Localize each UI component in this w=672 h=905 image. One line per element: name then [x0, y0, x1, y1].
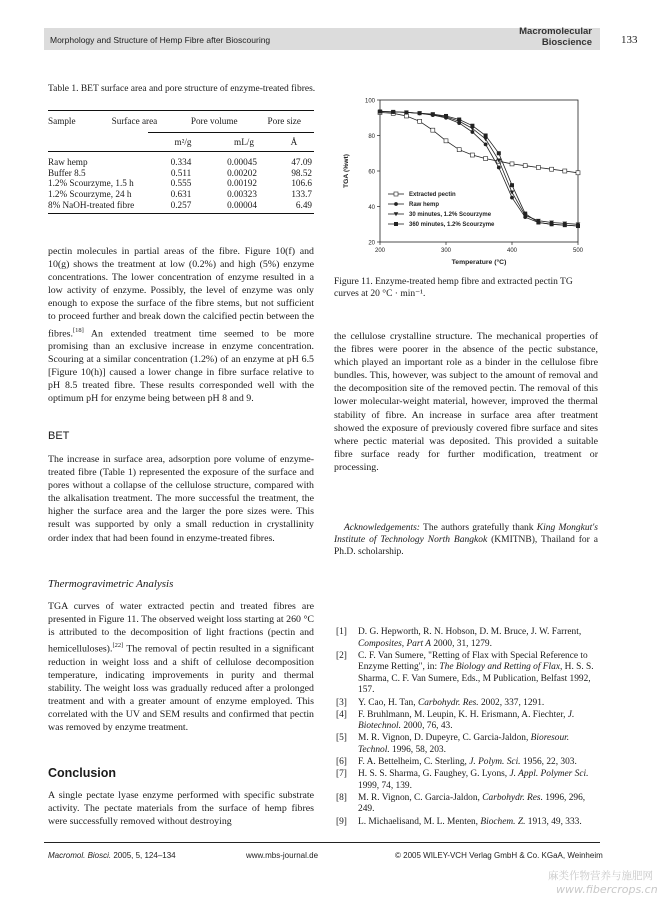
- data-point: [563, 223, 567, 227]
- reference-journal: J. Biotechnol.: [358, 709, 575, 732]
- reference-body: F. A. Bettelheim, C. Sterling, J. Polym. Sci. 1956, 22, 303.: [358, 757, 577, 768]
- reference-body: M. R. Vignon, D. Dupeyre, C. Garcia-Jaldon, Bioresour. Technol. 1996, 58, 203.: [358, 733, 570, 755]
- data-point: [536, 165, 540, 169]
- brand-line-1: Macromolecular: [519, 26, 592, 37]
- reference-body: M. R. Vignon, C. Garcia-Jaldon, Carbohydr. Res. 1996, 296, 249.: [358, 792, 586, 815]
- unit-cell: m²/g: [174, 136, 192, 147]
- table-body-rule: [48, 151, 314, 152]
- body-paragraph: [48, 245, 314, 405]
- table-cell: 1.2% Scourzyme, 1.5 h: [48, 178, 134, 189]
- table-bottom-rule: [48, 213, 314, 214]
- data-point: [404, 110, 408, 114]
- table-cell: 47.09: [291, 157, 312, 168]
- acknowledgements: [334, 522, 598, 558]
- paragraph-text: pectin molecules in partial areas of the fibre. Figure 10(f) and 10(g) shows the treatment at low (0.2%) and high (5%) enzyme concentrations. The lower concentration of enzyme resulted in a low activity of enzyme. Possibly, the level of enzyme was only enough to expose the surface of the fibre stems, but not sufficient to proceed further and break down the calcified pectin between the fibres.: [48, 246, 314, 339]
- data-point: [550, 167, 554, 171]
- reference-item: [336, 651, 598, 697]
- data-point: [484, 134, 488, 138]
- table-row: [48, 189, 314, 200]
- reference-item: [336, 817, 598, 829]
- table-cell: 8% NaOH-treated fibre: [48, 199, 135, 210]
- journal-brand: [519, 26, 592, 48]
- ack-institution: King Mongkut's Institute of Technology North Bangkok: [334, 523, 598, 545]
- legend-label: 30 minutes, 1.2% Scourzyme: [409, 212, 492, 219]
- section-heading-bet: BET: [48, 430, 70, 442]
- legend-marker: [394, 192, 398, 196]
- tga-paragraph: [48, 600, 314, 734]
- reference-journal: Carbohydr. Res.: [417, 697, 479, 708]
- units-table: [48, 137, 314, 148]
- figure-caption: Figure 11. Enzyme-treated hemp fibre and extracted pectin TG curves at 20 °C · min⁻¹.: [334, 277, 573, 299]
- bet-table-grid: [48, 116, 314, 127]
- table-cell: 0.00004: [227, 199, 257, 210]
- table-row: [48, 168, 314, 179]
- table-cell: 133.7: [291, 188, 312, 199]
- footer-rule: [44, 842, 600, 843]
- table-mid-rule: [148, 132, 314, 133]
- series-line: [380, 112, 578, 172]
- reference-body: Y. Cao, H. Tan, Carbohydr. Res. 2002, 337, 1291.: [358, 697, 545, 708]
- data-point: [510, 162, 514, 166]
- reference-number: [5]: [336, 733, 347, 744]
- data-point: [418, 111, 422, 115]
- data-point: [471, 130, 475, 134]
- x-axis-label: Temperature (°C): [451, 259, 507, 266]
- unit-cell: Å: [290, 136, 298, 147]
- data-point: [510, 196, 514, 200]
- col-header: Sample: [48, 116, 76, 126]
- paragraph-text: An extended treatment time seemed to be more promising than an exclusive increase in enzyme concentration. Scouring at a similar concentration (1.2%) of an enzyme at pH 6.5 [Figure 10(h)] caused a lower change in fibre surface relative to pH 8.5 treated fibre. These results corresponded well with the optimum pH for enzyme being between pH 8 and 9.: [48, 327, 314, 405]
- reference-item: [336, 757, 598, 769]
- data-point: [391, 110, 395, 114]
- y-tick-label: 60: [368, 169, 375, 176]
- table-cell: 0.00045: [227, 157, 257, 168]
- y-tick-label: 80: [368, 134, 375, 140]
- reference-number: [3]: [336, 697, 347, 708]
- reference-item: [336, 793, 598, 816]
- reference-number: [8]: [336, 792, 347, 803]
- footer-volume: 2005, 5, 124–134: [111, 851, 176, 860]
- plot-frame: [380, 100, 578, 242]
- data-point: [431, 128, 435, 132]
- page-number: 133: [621, 34, 638, 46]
- unit-cell: mL/g: [234, 136, 254, 147]
- table-top-rule: [48, 110, 314, 111]
- reference-journal: J. Polym. Sci.: [469, 757, 521, 768]
- data-point: [378, 110, 382, 114]
- x-tick-label: 500: [572, 248, 584, 254]
- data-point: [523, 212, 527, 216]
- reference-item: [336, 698, 598, 710]
- reference-item: [336, 769, 598, 792]
- data-point: [497, 151, 501, 155]
- table-body: [48, 157, 314, 210]
- data-point: [457, 148, 461, 152]
- tga-chart: [334, 86, 592, 272]
- data-point: [536, 220, 540, 224]
- watermark-url: www.fibercrops.cn: [556, 883, 658, 896]
- table-cell: 0.00192: [227, 178, 257, 189]
- reference-number: [9]: [336, 816, 347, 827]
- reference-item: [336, 710, 598, 733]
- reference-number: [7]: [336, 769, 347, 780]
- right-paragraph: the cellulose crystalline structure. The mechanical properties of the fibres were poorer in the absence of the pectic substance, which played an important role as a binder in the cellulose fibre bundles. This, however, was subject to the amount of removal and the decomposition site of the removed pectin. The removal of this lower molecular-weight material, however, improved the thermal stability of fibre. An increase in surface area after treatment showed the exposure of previously covered fibre surface and sites where pectic material was deposited. This provided a suitable fibre surface ready for further modification, treatment or processing.: [334, 331, 598, 473]
- table-header-row: [48, 116, 314, 127]
- footer-copyright: © 2005 WILEY-VCH Verlag GmbH & Co. KGaA, Weinheim: [395, 851, 603, 860]
- table-cell: 0.555: [170, 178, 192, 189]
- reference-journal: Bioresour. Technol.: [358, 733, 570, 755]
- bet-paragraph: The increase in surface area, adsorption pore volume of enzyme-treated fibre (Table 1) represented the exposure of the surface and pores without a collapse of the cellulose structure, compared with the alkalisation treatment. The more successful the treatment, the higher the surface area and the larger the pore sizes were. This result was supported by only a small reduction in crystallinity order index that had been found in enzyme-treated fibres.: [48, 454, 314, 544]
- col-header: Pore size: [267, 116, 301, 126]
- data-point: [510, 183, 514, 187]
- reference-number: [4]: [336, 709, 347, 720]
- running-title: Morphology and Structure of Hemp Fibre after Bioscouring: [50, 35, 271, 45]
- table-cell: Buffer 8.5: [48, 167, 86, 178]
- data-point: [470, 153, 474, 157]
- reference-journal: J. Appl. Polymer Sci.: [509, 769, 589, 780]
- section-heading-tga: Thermogravimetric Analysis: [48, 578, 174, 590]
- data-point: [484, 142, 488, 146]
- paragraph-text: TGA curves of water extracted pectin and treated fibres are presented in Figure 11. The observed weight loss starting at 260 °C is attributed to the decomposition of light fractions (pectin and hemicelluloses).: [48, 601, 314, 655]
- footer-citation: [48, 851, 176, 860]
- data-point: [576, 171, 580, 175]
- table-cell: 6.49: [295, 199, 312, 210]
- table-cell: 98.52: [291, 167, 312, 178]
- data-point: [523, 164, 527, 168]
- legend-label: Raw hemp: [409, 202, 440, 209]
- y-tick-label: 40: [368, 205, 375, 211]
- x-tick-label: 400: [506, 248, 518, 254]
- brand-line-2: Bioscience: [541, 37, 592, 48]
- section-heading-conclusion: Conclusion: [48, 766, 117, 780]
- table-cell: Raw hemp: [48, 157, 88, 168]
- table-cell: 1.2% Scourzyme, 24 h: [48, 188, 132, 199]
- bet-table: [48, 110, 314, 214]
- data-point: [497, 166, 501, 170]
- y-axis-label: TGA (%wt): [343, 153, 350, 189]
- reference-number: [2]: [336, 650, 347, 661]
- reference-journal: The Biology and Retting of Flax: [439, 662, 560, 673]
- ack-label: Acknowledgements:: [344, 523, 420, 533]
- reference-journal: Biochem. Z.: [480, 816, 526, 827]
- reference-number: [6]: [336, 757, 347, 768]
- table-cell: 0.257: [170, 199, 192, 210]
- data-point: [457, 118, 461, 122]
- table-cell: 0.511: [170, 167, 192, 178]
- reference-body: H. S. S. Sharma, G. Faughey, G. Lyons, J. Appl. Polymer Sci. 1999, 74, 139.: [358, 769, 589, 791]
- table-cell: 0.00323: [227, 188, 257, 199]
- ack-text: The authors gratefully thank: [419, 523, 537, 533]
- footer-url: www.mbs-journal.de: [246, 851, 319, 860]
- table-cell: 0.334: [170, 157, 192, 168]
- legend-label: Extracted pectin: [409, 192, 456, 199]
- legend-marker: [394, 222, 398, 226]
- paragraph-text: The removal of pectin resulted in a significant reduction in weight loss and a shift of cellulose decomposition temperature, indicating improvements in purity and thermal stability. The weight loss was gradually reduced after a prolonged treatment and with a greater amount of enzyme employed. This correlated with the UV and SEM results and confirmed that pectin was removed by enzyme treatment.: [48, 643, 314, 734]
- reference-journal: Composites, Part A: [358, 638, 432, 649]
- citation-ref: [18]: [72, 326, 84, 334]
- y-tick-label: 20: [368, 240, 375, 247]
- reference-journal: Carbohydr. Res.: [482, 792, 543, 803]
- y-tick-label: 100: [364, 98, 375, 105]
- reference-body: C. F. Van Sumere, "Retting of Flax with Special Reference to Enzyme Retting", in: The Biology and Retting of Flax, H. S. S. Sharma, C. F. Van Sumere, Eds., M Publication, Belfast 1992, 157.: [358, 650, 594, 696]
- col-header: Pore volume: [190, 116, 238, 126]
- data-point: [444, 114, 448, 118]
- reference-item: [336, 627, 598, 650]
- reference-item: [336, 733, 598, 756]
- data-point: [576, 224, 580, 228]
- x-tick-label: 300: [440, 248, 452, 254]
- data-point: [470, 124, 474, 128]
- x-tick-label: 200: [374, 248, 386, 254]
- data-point: [431, 112, 435, 116]
- table-row: [48, 157, 314, 168]
- table-units-row: [48, 137, 314, 148]
- data-point: [444, 139, 448, 143]
- reference-body: F. Bruhlmann, M. Leupin, K. H. Erismann, A. Fiechter, J. Biotechnol. 2000, 76, 43.: [358, 709, 575, 732]
- citation-ref: [22]: [112, 642, 124, 650]
- reference-body: D. G. Hepworth, R. N. Hobson, D. M. Bruce, J. W. Farrent, Composites, Part A 2000, 31, 1279.: [358, 627, 582, 649]
- table-cell: 0.631: [170, 188, 192, 199]
- ack-text: (KMITNB), Thailand for a Ph.D. scholarship.: [334, 535, 599, 557]
- table-caption: Table 1. BET surface area and pore structure of enzyme-treated fibres.: [48, 84, 316, 94]
- table-cell: 0.00202: [227, 167, 257, 178]
- table-row: [48, 178, 314, 189]
- table-row: [48, 200, 314, 211]
- watermark-text: 麻类作物营养与施肥网: [548, 870, 653, 882]
- conclusion-paragraph: A single pectate lyase enzyme performed with specific substrate activity. The pectate materials from the surface of hemp fibres were successfully removed without destroying: [48, 790, 314, 828]
- data-point: [484, 157, 488, 161]
- legend-marker: [394, 202, 398, 206]
- data-point: [550, 222, 554, 226]
- reference-number: [1]: [336, 627, 347, 637]
- reference-body: L. Michaelisand, M. L. Menten, Biochem. Z. 1913, 49, 333.: [358, 816, 582, 827]
- data-point: [563, 169, 567, 173]
- data-point: [418, 119, 422, 123]
- reference-list: [336, 627, 598, 829]
- footer-journal: Macromol. Biosci.: [48, 851, 112, 860]
- table-cell: 106.6: [291, 178, 312, 189]
- legend-label: 360 minutes, 1.2% Scourzyme: [409, 222, 495, 229]
- col-header: Surface area: [111, 116, 158, 126]
